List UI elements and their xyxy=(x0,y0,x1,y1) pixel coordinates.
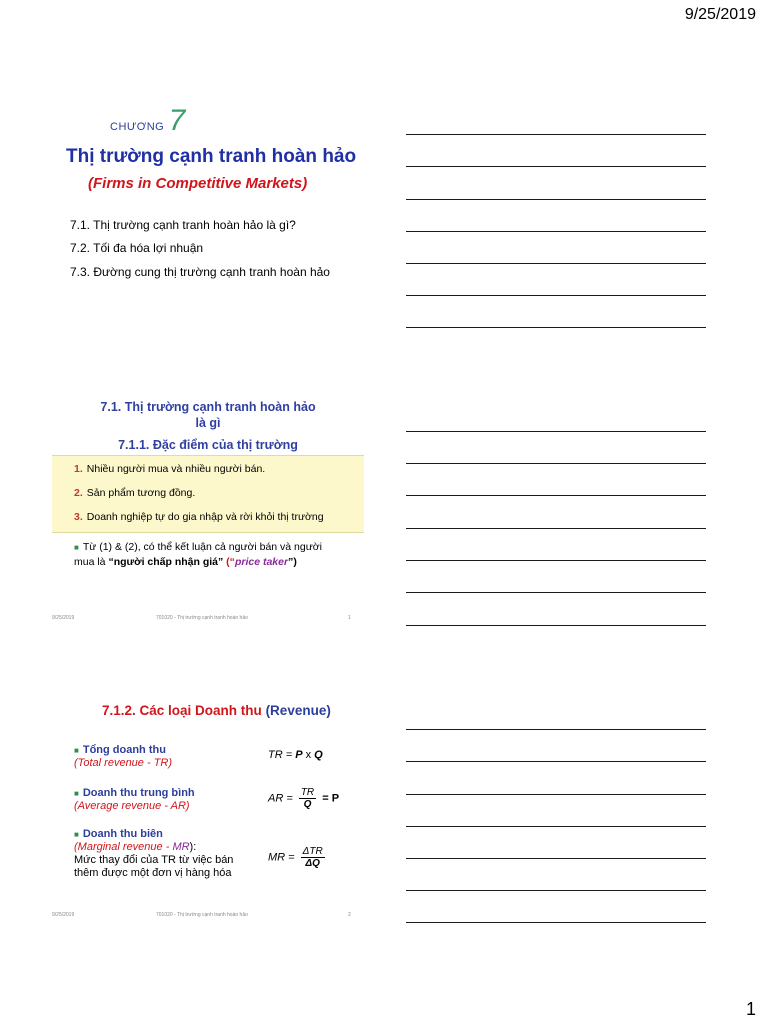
page-date: 9/25/2019 xyxy=(684,6,756,23)
note-line xyxy=(406,592,706,593)
fraction: $\frac{\text{ΔTR}}{\Delta Q}$ xyxy=(302,846,323,869)
page-number: 1 xyxy=(745,999,756,1019)
characteristic-item: 3. Doanh nghiệp tự do gia nhập và rời khỏi thị trường xyxy=(74,511,324,523)
slide-subtitle: (Firms in Competitive Markets) xyxy=(88,175,308,192)
formula-mr: MR = $\frac{\text{ΔTR}}{\Delta Q}$ xyxy=(268,846,323,869)
chapter-label: CHƯƠNG xyxy=(110,121,165,133)
note-line xyxy=(406,729,706,730)
subsection-heading: 7.1.1. Đặc điểm của thị trường xyxy=(118,438,298,452)
note-line xyxy=(406,858,706,859)
note-line xyxy=(406,431,706,432)
note-line xyxy=(406,560,706,561)
revenue-heading: 7.1.2. Các loại Doanh thu (Revenue) xyxy=(102,703,331,718)
note-line xyxy=(406,134,706,135)
slide-1 xyxy=(52,100,364,300)
section-heading-line-1: 7.1. Thị trường cạnh tranh hoàn hảo xyxy=(100,400,316,414)
note-line xyxy=(406,890,706,891)
slide-footer-title: 701020 - Thị trường cạnh tranh hoàn hảo xyxy=(156,912,248,918)
bullet-icon: ■ xyxy=(74,543,79,552)
note-line xyxy=(406,794,706,795)
note-line xyxy=(406,327,706,328)
toc-item-1: 7.1. Thị trường cạnh tranh hoàn hảo là gì? xyxy=(70,218,296,232)
note-line xyxy=(406,199,706,200)
section-heading-line-2: là gì xyxy=(195,416,221,430)
slide-footer-date: 9/25/2019 xyxy=(52,912,75,918)
characteristics-box xyxy=(52,455,364,533)
bullet-icon: ■ xyxy=(74,746,79,755)
note-line xyxy=(406,826,706,827)
note-line xyxy=(406,495,706,496)
note-line xyxy=(406,231,706,232)
chapter-number: 7 xyxy=(168,104,186,137)
fraction: $\frac{TR}{Q}$ xyxy=(300,787,315,810)
note-line xyxy=(406,263,706,264)
slide-2 xyxy=(52,392,364,632)
revenue-row-ar: ■ Doanh thu trung bình (Average revenue - AR) xyxy=(74,787,195,812)
slide-footer-page: 2 xyxy=(348,912,351,918)
mr-description: Mức thay đổi của TR từ việc bán thêm được một đơn vị hàng hóa xyxy=(74,854,234,879)
formula-tr: TR = P x Q xyxy=(268,749,323,761)
note-line xyxy=(406,922,706,923)
note-line xyxy=(406,625,706,626)
slide-footer-page: 1 xyxy=(348,615,351,621)
note-line xyxy=(406,295,706,296)
price-taker-note: ■ Từ (1) & (2), có thể kết luận cả người bán và người mua là “người chấp nhận giá” (“price taker”) xyxy=(74,541,322,568)
note-line xyxy=(406,761,706,762)
slide-title: Thị trường cạnh tranh hoàn hảo xyxy=(66,146,357,167)
revenue-row-mr: ■ Doanh thu biên (Marginal revenue - MR): Mức thay đổi của TR từ việc bán thêm được một đơn vị hàng hóa xyxy=(74,828,254,880)
note-line xyxy=(406,528,706,529)
slide-footer-title: 701020 - Thị trường cạnh tranh hoàn hảo xyxy=(156,615,248,621)
bullet-icon: ■ xyxy=(74,830,79,839)
toc-item-2: 7.2. Tối đa hóa lợi nhuận xyxy=(70,241,204,255)
slide-footer-date: 9/25/2019 xyxy=(52,615,75,621)
note-line xyxy=(406,463,706,464)
note-line xyxy=(406,166,706,167)
section-heading xyxy=(52,399,364,431)
revenue-row-tr: ■ Tổng doanh thu (Total revenue - TR) xyxy=(74,744,173,769)
chapter-heading xyxy=(110,104,185,138)
bullet-icon: ■ xyxy=(74,789,79,798)
formula-ar: AR = $\frac{TR}{Q}$ = P xyxy=(268,787,340,810)
toc-item-3: 7.3. Đường cung thị trường cạnh tranh hoàn hảo xyxy=(70,265,330,279)
slide-3 xyxy=(52,690,364,930)
characteristic-item: 1. Nhiều người mua và nhiều người bán. xyxy=(74,463,266,475)
characteristic-item: 2. Sản phẩm tương đồng. xyxy=(74,487,196,499)
